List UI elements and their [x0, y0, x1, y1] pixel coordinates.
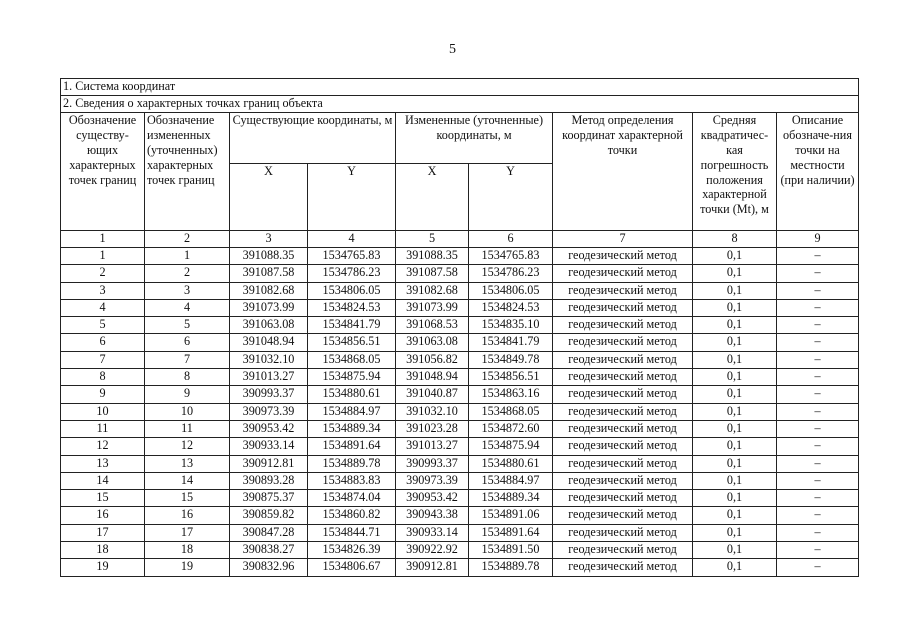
accuracy-cell: 0,1 [693, 334, 777, 351]
accuracy-cell: 0,1 [693, 472, 777, 489]
changed-x-cell: 390993.37 [396, 455, 469, 472]
method-cell: геодезический метод [553, 420, 693, 437]
changed-y-cell: 1534841.79 [469, 334, 553, 351]
existing-y-cell: 1534860.82 [308, 507, 396, 524]
table-row [61, 507, 859, 524]
changed-y-cell: 1534835.10 [469, 317, 553, 334]
changed-x-cell: 391063.08 [396, 334, 469, 351]
changed-point-id-cell: 2 [145, 265, 230, 282]
column-number: 9 [777, 231, 859, 248]
column-number: 7 [553, 231, 693, 248]
table-row [61, 559, 859, 576]
existing-x-cell: 390838.27 [230, 542, 308, 559]
method-cell: геодезический метод [553, 386, 693, 403]
existing-x-cell: 391063.08 [230, 317, 308, 334]
existing-point-id-cell: 4 [61, 299, 145, 316]
description-cell: – [777, 282, 859, 299]
column-number: 6 [469, 231, 553, 248]
changed-point-id-cell: 1 [145, 248, 230, 265]
description-cell: – [777, 334, 859, 351]
table-row [61, 386, 859, 403]
accuracy-cell: 0,1 [693, 265, 777, 282]
existing-point-id-cell: 18 [61, 542, 145, 559]
changed-x-cell: 391082.68 [396, 282, 469, 299]
description-cell: – [777, 524, 859, 541]
description-cell: – [777, 420, 859, 437]
changed-point-id-cell: 7 [145, 351, 230, 368]
method-cell: геодезический метод [553, 507, 693, 524]
column-number: 5 [396, 231, 469, 248]
changed-y-cell: 1534872.60 [469, 420, 553, 437]
changed-point-id-cell: 11 [145, 420, 230, 437]
changed-y-cell: 1534891.64 [469, 524, 553, 541]
existing-point-id-cell: 5 [61, 317, 145, 334]
existing-x-cell: 390973.39 [230, 403, 308, 420]
existing-y-cell: 1534883.83 [308, 472, 396, 489]
changed-x-cell: 391048.94 [396, 369, 469, 386]
changed-y-cell: 1534891.06 [469, 507, 553, 524]
points-info-heading: 2. Сведения о характерных точках границ объекта [61, 96, 859, 113]
header-existing-coords: Существующие координаты, м [230, 113, 396, 164]
changed-point-id-cell: 9 [145, 386, 230, 403]
method-cell: геодезический метод [553, 559, 693, 576]
header-method: Метод определения координат характерной точки [553, 113, 693, 231]
description-cell: – [777, 317, 859, 334]
method-cell: геодезический метод [553, 248, 693, 265]
existing-y-cell: 1534874.04 [308, 490, 396, 507]
method-cell: геодезический метод [553, 317, 693, 334]
existing-y-cell: 1534884.97 [308, 403, 396, 420]
changed-point-id-cell: 18 [145, 542, 230, 559]
changed-y-cell: 1534765.83 [469, 248, 553, 265]
points-table [60, 78, 859, 577]
existing-x-cell: 391032.10 [230, 351, 308, 368]
accuracy-cell: 0,1 [693, 351, 777, 368]
table-row [61, 248, 859, 265]
changed-x-cell: 391040.87 [396, 386, 469, 403]
method-cell: геодезический метод [553, 334, 693, 351]
changed-point-id-cell: 3 [145, 282, 230, 299]
method-cell: геодезический метод [553, 542, 693, 559]
existing-point-id-cell: 1 [61, 248, 145, 265]
accuracy-cell: 0,1 [693, 438, 777, 455]
existing-point-id-cell: 11 [61, 420, 145, 437]
description-cell: – [777, 455, 859, 472]
changed-x-cell: 391088.35 [396, 248, 469, 265]
table-row [61, 542, 859, 559]
header-existing-points: Обозначение существу-ющих характерных точек границ [61, 113, 145, 231]
changed-point-id-cell: 15 [145, 490, 230, 507]
column-number: 4 [308, 231, 396, 248]
method-cell: геодезический метод [553, 403, 693, 420]
existing-x-cell: 390832.96 [230, 559, 308, 576]
description-cell: – [777, 542, 859, 559]
method-cell: геодезический метод [553, 438, 693, 455]
existing-y-cell: 1534765.83 [308, 248, 396, 265]
header-description: Описание обозначе-ния точки на местности (при наличии) [777, 113, 859, 231]
column-number: 2 [145, 231, 230, 248]
existing-y-cell: 1534824.53 [308, 299, 396, 316]
accuracy-cell: 0,1 [693, 317, 777, 334]
changed-point-id-cell: 8 [145, 369, 230, 386]
changed-y-cell: 1534856.51 [469, 369, 553, 386]
table-row [61, 455, 859, 472]
table-row [61, 317, 859, 334]
existing-point-id-cell: 9 [61, 386, 145, 403]
method-cell: геодезический метод [553, 490, 693, 507]
accuracy-cell: 0,1 [693, 524, 777, 541]
changed-y-cell: 1534891.50 [469, 542, 553, 559]
table-row [61, 282, 859, 299]
existing-point-id-cell: 8 [61, 369, 145, 386]
description-cell: – [777, 559, 859, 576]
description-cell: – [777, 472, 859, 489]
existing-y-cell: 1534786.23 [308, 265, 396, 282]
column-number: 1 [61, 231, 145, 248]
existing-x-cell: 391013.27 [230, 369, 308, 386]
table-row [61, 438, 859, 455]
method-cell: геодезический метод [553, 524, 693, 541]
changed-point-id-cell: 5 [145, 317, 230, 334]
changed-point-id-cell: 19 [145, 559, 230, 576]
accuracy-cell: 0,1 [693, 455, 777, 472]
existing-point-id-cell: 10 [61, 403, 145, 420]
header-changed-points: Обозначение измененных (уточненных) характерных точек границ [145, 113, 230, 231]
method-cell: геодезический метод [553, 299, 693, 316]
changed-x-cell: 390953.42 [396, 490, 469, 507]
existing-x-cell: 391088.35 [230, 248, 308, 265]
accuracy-cell: 0,1 [693, 490, 777, 507]
existing-point-id-cell: 16 [61, 507, 145, 524]
table-row [61, 369, 859, 386]
accuracy-cell: 0,1 [693, 386, 777, 403]
table-row [61, 420, 859, 437]
changed-y-cell: 1534806.05 [469, 282, 553, 299]
description-cell: – [777, 299, 859, 316]
column-number: 3 [230, 231, 308, 248]
existing-y-cell: 1534891.64 [308, 438, 396, 455]
existing-x-cell: 390875.37 [230, 490, 308, 507]
existing-y-cell: 1534868.05 [308, 351, 396, 368]
method-cell: геодезический метод [553, 472, 693, 489]
accuracy-cell: 0,1 [693, 299, 777, 316]
existing-x-cell: 391048.94 [230, 334, 308, 351]
changed-point-id-cell: 12 [145, 438, 230, 455]
page-number: 5 [449, 42, 456, 57]
header-existing-x: X [230, 164, 308, 231]
changed-y-cell: 1534863.16 [469, 386, 553, 403]
changed-x-cell: 391073.99 [396, 299, 469, 316]
existing-x-cell: 390993.37 [230, 386, 308, 403]
method-cell: геодезический метод [553, 282, 693, 299]
existing-y-cell: 1534889.78 [308, 455, 396, 472]
description-cell: – [777, 248, 859, 265]
changed-point-id-cell: 10 [145, 403, 230, 420]
table-row [61, 299, 859, 316]
changed-y-cell: 1534889.78 [469, 559, 553, 576]
existing-point-id-cell: 12 [61, 438, 145, 455]
existing-point-id-cell: 6 [61, 334, 145, 351]
method-cell: геодезический метод [553, 369, 693, 386]
description-cell: – [777, 507, 859, 524]
changed-y-cell: 1534868.05 [469, 403, 553, 420]
description-cell: – [777, 438, 859, 455]
accuracy-cell: 0,1 [693, 542, 777, 559]
description-cell: – [777, 351, 859, 368]
existing-y-cell: 1534880.61 [308, 386, 396, 403]
changed-y-cell: 1534889.34 [469, 490, 553, 507]
existing-point-id-cell: 13 [61, 455, 145, 472]
table-row [61, 490, 859, 507]
existing-y-cell: 1534826.39 [308, 542, 396, 559]
changed-x-cell: 391032.10 [396, 403, 469, 420]
table-row [61, 351, 859, 368]
changed-x-cell: 390933.14 [396, 524, 469, 541]
accuracy-cell: 0,1 [693, 248, 777, 265]
method-cell: геодезический метод [553, 265, 693, 282]
existing-x-cell: 390953.42 [230, 420, 308, 437]
header-changed-coords: Измененные (уточненные) координаты, м [396, 113, 553, 164]
accuracy-cell: 0,1 [693, 369, 777, 386]
existing-point-id-cell: 14 [61, 472, 145, 489]
column-number: 8 [693, 231, 777, 248]
existing-y-cell: 1534889.34 [308, 420, 396, 437]
accuracy-cell: 0,1 [693, 282, 777, 299]
changed-x-cell: 390922.92 [396, 542, 469, 559]
header-changed-y: Y [469, 164, 553, 231]
accuracy-cell: 0,1 [693, 559, 777, 576]
existing-y-cell: 1534806.67 [308, 559, 396, 576]
changed-y-cell: 1534884.97 [469, 472, 553, 489]
table-row [61, 472, 859, 489]
accuracy-cell: 0,1 [693, 403, 777, 420]
column-numbers-row [61, 231, 859, 248]
accuracy-cell: 0,1 [693, 507, 777, 524]
existing-x-cell: 390847.28 [230, 524, 308, 541]
existing-y-cell: 1534841.79 [308, 317, 396, 334]
existing-y-cell: 1534844.71 [308, 524, 396, 541]
header-changed-x: X [396, 164, 469, 231]
existing-point-id-cell: 7 [61, 351, 145, 368]
accuracy-cell: 0,1 [693, 420, 777, 437]
existing-point-id-cell: 3 [61, 282, 145, 299]
changed-point-id-cell: 4 [145, 299, 230, 316]
method-cell: геодезический метод [553, 455, 693, 472]
table-row [61, 524, 859, 541]
changed-point-id-cell: 17 [145, 524, 230, 541]
changed-y-cell: 1534880.61 [469, 455, 553, 472]
changed-y-cell: 1534824.53 [469, 299, 553, 316]
changed-y-cell: 1534849.78 [469, 351, 553, 368]
changed-point-id-cell: 16 [145, 507, 230, 524]
existing-y-cell: 1534806.05 [308, 282, 396, 299]
existing-point-id-cell: 2 [61, 265, 145, 282]
description-cell: – [777, 403, 859, 420]
existing-x-cell: 391073.99 [230, 299, 308, 316]
table-row [61, 265, 859, 282]
existing-point-id-cell: 17 [61, 524, 145, 541]
changed-point-id-cell: 13 [145, 455, 230, 472]
table-row [61, 403, 859, 420]
description-cell: – [777, 265, 859, 282]
changed-x-cell: 390943.38 [396, 507, 469, 524]
header-existing-y: Y [308, 164, 396, 231]
changed-point-id-cell: 14 [145, 472, 230, 489]
existing-y-cell: 1534856.51 [308, 334, 396, 351]
existing-x-cell: 391087.58 [230, 265, 308, 282]
existing-x-cell: 390893.28 [230, 472, 308, 489]
table-row [61, 334, 859, 351]
changed-x-cell: 391023.28 [396, 420, 469, 437]
header-accuracy: Средняя квадратичес-кая погрешность положения характерной точки (Mt), м [693, 113, 777, 231]
changed-x-cell: 390973.39 [396, 472, 469, 489]
changed-x-cell: 390912.81 [396, 559, 469, 576]
existing-x-cell: 390912.81 [230, 455, 308, 472]
changed-y-cell: 1534786.23 [469, 265, 553, 282]
existing-point-id-cell: 15 [61, 490, 145, 507]
coordinate-system-heading: 1. Система координат [61, 79, 859, 96]
method-cell: геодезический метод [553, 351, 693, 368]
existing-x-cell: 391082.68 [230, 282, 308, 299]
changed-x-cell: 391056.82 [396, 351, 469, 368]
existing-point-id-cell: 19 [61, 559, 145, 576]
description-cell: – [777, 386, 859, 403]
existing-x-cell: 390859.82 [230, 507, 308, 524]
description-cell: – [777, 369, 859, 386]
changed-y-cell: 1534875.94 [469, 438, 553, 455]
existing-y-cell: 1534875.94 [308, 369, 396, 386]
existing-x-cell: 390933.14 [230, 438, 308, 455]
changed-point-id-cell: 6 [145, 334, 230, 351]
changed-x-cell: 391013.27 [396, 438, 469, 455]
description-cell: – [777, 490, 859, 507]
changed-x-cell: 391068.53 [396, 317, 469, 334]
changed-x-cell: 391087.58 [396, 265, 469, 282]
